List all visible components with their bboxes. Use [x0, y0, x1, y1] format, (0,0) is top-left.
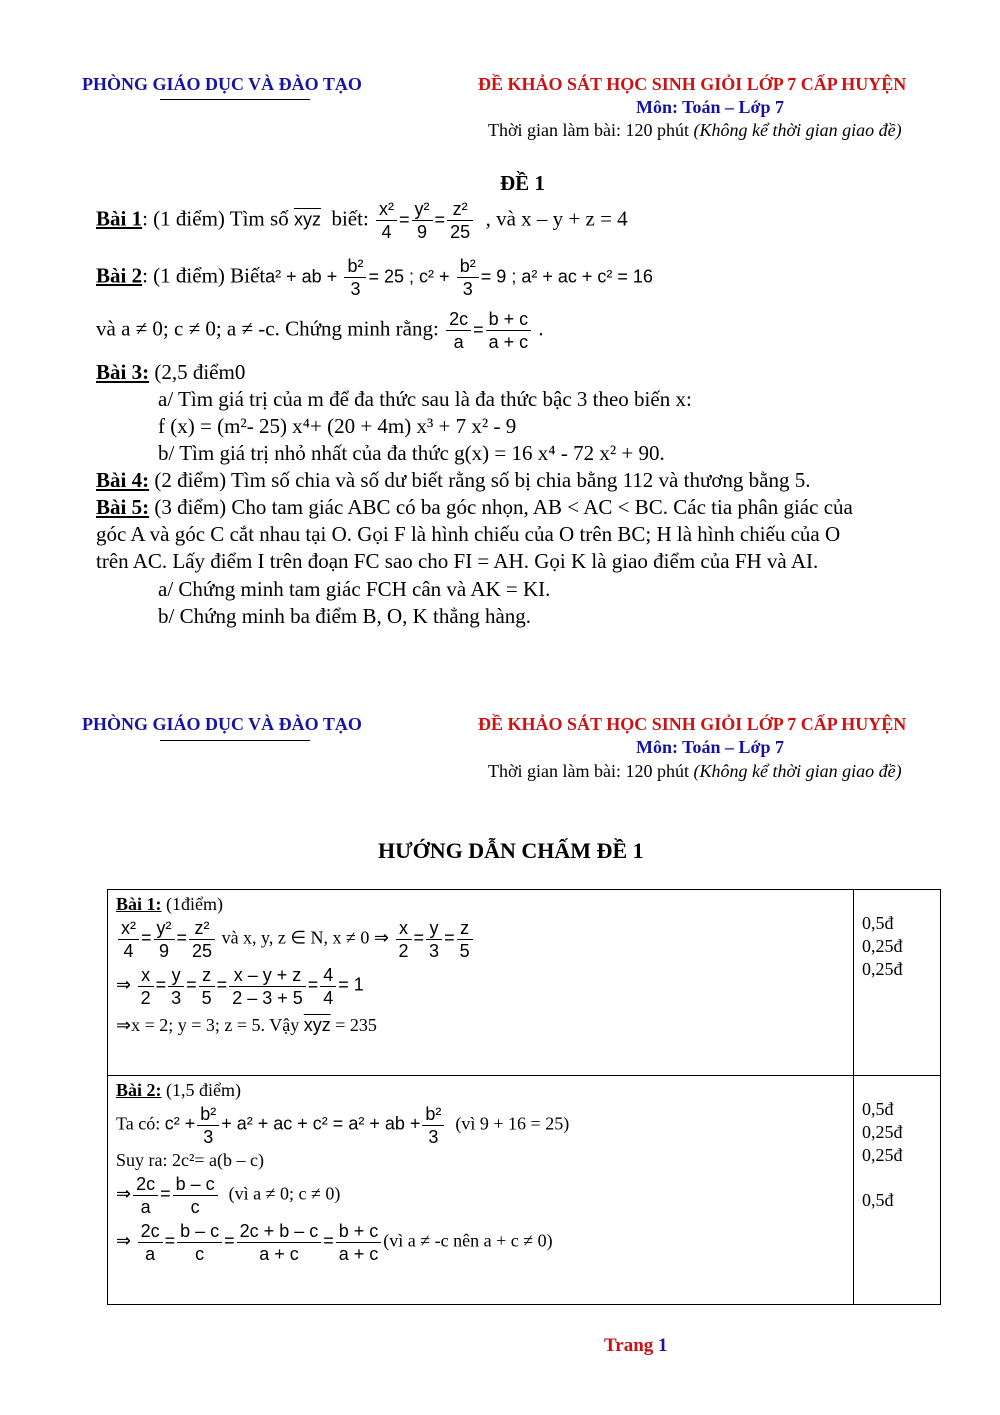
- problem-4-text: (2 điểm) Tìm số chia và số dư biết rằng số bị chia bằng 112 và thương bằng 5.: [149, 468, 811, 492]
- points: 0,25đ: [862, 959, 903, 979]
- problem-4: [96, 468, 811, 493]
- answer-1-cond: và x, y, z ∈ N, x ≠ 0 ⇒: [221, 927, 390, 948]
- problem-3-text: (2,5 điểm0: [149, 360, 246, 384]
- problem-5-line2: góc A và góc C cắt nhau tại O. Gọi F là hình chiếu của O trên BC; H là hình chiếu của O: [96, 522, 841, 546]
- fraction: $\frac{\text{b²}}{3}$: [457, 255, 479, 300]
- points: 0,25đ: [862, 936, 903, 956]
- points-cell-2: [854, 1076, 941, 1305]
- problem-1: Bài 1: (1 điểm) Tìm số $\overline{xyz}$ biết: $\frac{\text{x²}}{4}$ = $\frac{\text{y²}}{9}$ = $\frac{\text{z²}}{25}$ , và x – y + z = 4: [96, 199, 628, 242]
- fraction: $\frac{2c}{a}$: [446, 308, 471, 353]
- answer-cell-2: Bài 2: (1,5 điểm) Ta có: c² + $\frac{\text{b²}}{3}$ + a² + ac + c² = a² + ab + $\frac{\text{b²}}{3}$ (vì 9 + 16 = 25) Suy ra: 2c²= a(b – c) ⇒ $\frac{2c}{a}$ = $\frac{b - c}{c}$ (vì a ≠ 0; c ≠ 0) ⇒ $\frac{2c}{a}$ = $\frac{b - c}{c}$ = $\frac{2c + b - c}{a + c}$ = $\frac{b + c}{a + c}$ (vì a ≠ -c nên a + c ≠ 0): [108, 1076, 854, 1305]
- xyz-number: $\overline{xyz}$: [293, 209, 321, 230]
- problem-2: [96, 255, 653, 300]
- answer-1-final: ⇒x = 2; y = 3; z = 5. Vậy: [116, 1015, 300, 1035]
- problem-2-label: Bài 2: [96, 263, 143, 288]
- points-cell-1: [854, 890, 941, 1076]
- problem-5: [96, 495, 853, 520]
- problem-5-label: Bài 5:: [96, 495, 150, 519]
- problem-2-text: : (1 điểm) Biết: [142, 263, 266, 288]
- dept-name-2: PHÒNG GIÁO DỤC VÀ ĐÀO TẠO: [82, 714, 362, 734]
- time-note-2: (Không kể thời gian giao đề): [693, 761, 902, 781]
- answer-2-label: Bài 2:: [116, 1080, 162, 1100]
- fraction: $\frac{\text{y²}}{9}$: [412, 198, 433, 243]
- exam-title-2: ĐỀ KHẢO SÁT HỌC SINH GIỎI LỚP 7 CẤP HUYỆN: [478, 714, 907, 734]
- problem-2-cond: và a ≠ 0; c ≠ 0; a ≠ -c. Chứng minh rằng:: [96, 316, 439, 341]
- problem-1-cond: , và x – y + z = 4: [485, 206, 628, 231]
- fraction: $\frac{b + c}{a + c}$: [486, 308, 532, 353]
- page-number: 1: [658, 1335, 668, 1356]
- page-label: Trang: [604, 1335, 654, 1356]
- expr: = 25 ; c² +: [368, 266, 450, 287]
- answer-2-derive: Suy ra: 2c²= a(b – c): [116, 1150, 264, 1170]
- expr: = 9 ; a² + ac + c² = 16: [480, 266, 653, 287]
- time-prefix: Thời gian làm bài: 120 phút: [488, 120, 689, 140]
- points: 0,5đ: [862, 1190, 894, 1210]
- answer-1-points: (1điểm): [161, 894, 223, 914]
- time-prefix-2: Thời gian làm bài: 120 phút: [488, 761, 689, 781]
- table-row: [108, 1076, 941, 1305]
- fraction: $\frac{\text{b²}}{3}$: [344, 255, 366, 300]
- problem-3-poly: f (x) = (m²- 25) x⁴+ (20 + 4m) x³ + 7 x² - 9: [158, 414, 517, 438]
- grading-table: [107, 889, 941, 1305]
- exam-title: ĐỀ KHẢO SÁT HỌC SINH GIỎI LỚP 7 CẤP HUYỆN: [478, 74, 907, 94]
- points: 0,5đ: [862, 1099, 894, 1119]
- problem-5-text: (3 điểm) Cho tam giác ABC có ba góc nhọn, AB < AC < BC. Các tia phân giác của: [149, 495, 853, 519]
- time-limit-2: [488, 761, 902, 782]
- points: 0,5đ: [862, 913, 894, 933]
- points: 0,25đ: [862, 1122, 903, 1142]
- problem-5-line3: trên AC. Lấy điểm I trên đoạn FC sao cho FI = AH. Gọi K là giao điểm của FH và AI.: [96, 549, 819, 573]
- answer-cell-1: Bài 1: (1điểm) $\frac{\text{x²}}{4}$ = $\frac{\text{y²}}{9}$ = $\frac{\text{z²}}{25}$ và x, y, z ∈ N, x ≠ 0 ⇒ $\frac{x}{2}$ = $\frac{y}{3}$ = $\frac{z}{5}$ ⇒ $\frac{x}{2}$ = $\frac{y}{3}$ = $\frac{z}{5}$ = $\frac{x - y + z}{2 - 3 + 5}$ = $\frac{4}{4}$ = 1 ⇒x = 2; y = 3; z = 5. Vậy $\overline{xyz} = 235$: [108, 890, 854, 1076]
- problem-1-text2: biết:: [331, 206, 369, 231]
- subject-2: Môn: Toán – Lớp 7: [636, 737, 785, 757]
- fraction: $\frac{\text{x²}}{4}$: [376, 198, 397, 243]
- table-row: [108, 890, 941, 1076]
- points: 0,25đ: [862, 1145, 903, 1165]
- header-rule: [160, 99, 310, 100]
- problem-1-label: Bài 1: [96, 206, 143, 231]
- problem-2-line2: và a ≠ 0; c ≠ 0; a ≠ -c. Chứng minh rằng: $\frac{2c}{a}$ = $\frac{b + c}{a + c}$ .: [96, 309, 544, 352]
- grading-title: HƯỚNG DẪN CHẤM ĐỀ 1: [378, 838, 644, 863]
- problem-3-label: Bài 3:: [96, 360, 150, 384]
- time-note: (Không kể thời gian giao đề): [693, 120, 902, 140]
- problem-3a: a/ Tìm giá trị của m để đa thức sau là đa thức bậc 3 theo biến x:: [158, 387, 692, 411]
- fraction: $\frac{\text{z²}}{25}$: [447, 198, 473, 243]
- problem-4-label: Bài 4:: [96, 468, 150, 492]
- answer-2-points: (1,5 điểm): [161, 1080, 241, 1100]
- page-footer: [604, 1335, 668, 1357]
- problem-3b: b/ Tìm giá trị nhỏ nhất của đa thức g(x) = 16 x⁴ - 72 x² + 90.: [158, 441, 665, 465]
- answer-1-label: Bài 1:: [116, 894, 162, 914]
- expr: a² + ab +: [265, 266, 338, 287]
- problem-1-text: : (1 điểm) Tìm số: [142, 206, 289, 231]
- exam-code: ĐỀ 1: [500, 171, 545, 195]
- header-rule-2: [160, 740, 310, 741]
- subject: Môn: Toán – Lớp 7: [636, 97, 785, 117]
- dept-name: PHÒNG GIÁO DỤC VÀ ĐÀO TẠO: [82, 74, 362, 94]
- time-limit: [488, 120, 902, 141]
- problem-5b: b/ Chứng minh ba điểm B, O, K thẳng hàng.: [158, 604, 532, 628]
- problem-3: [96, 360, 245, 385]
- problem-5a: a/ Chứng minh tam giác FCH cân và AK = KI.: [158, 577, 551, 601]
